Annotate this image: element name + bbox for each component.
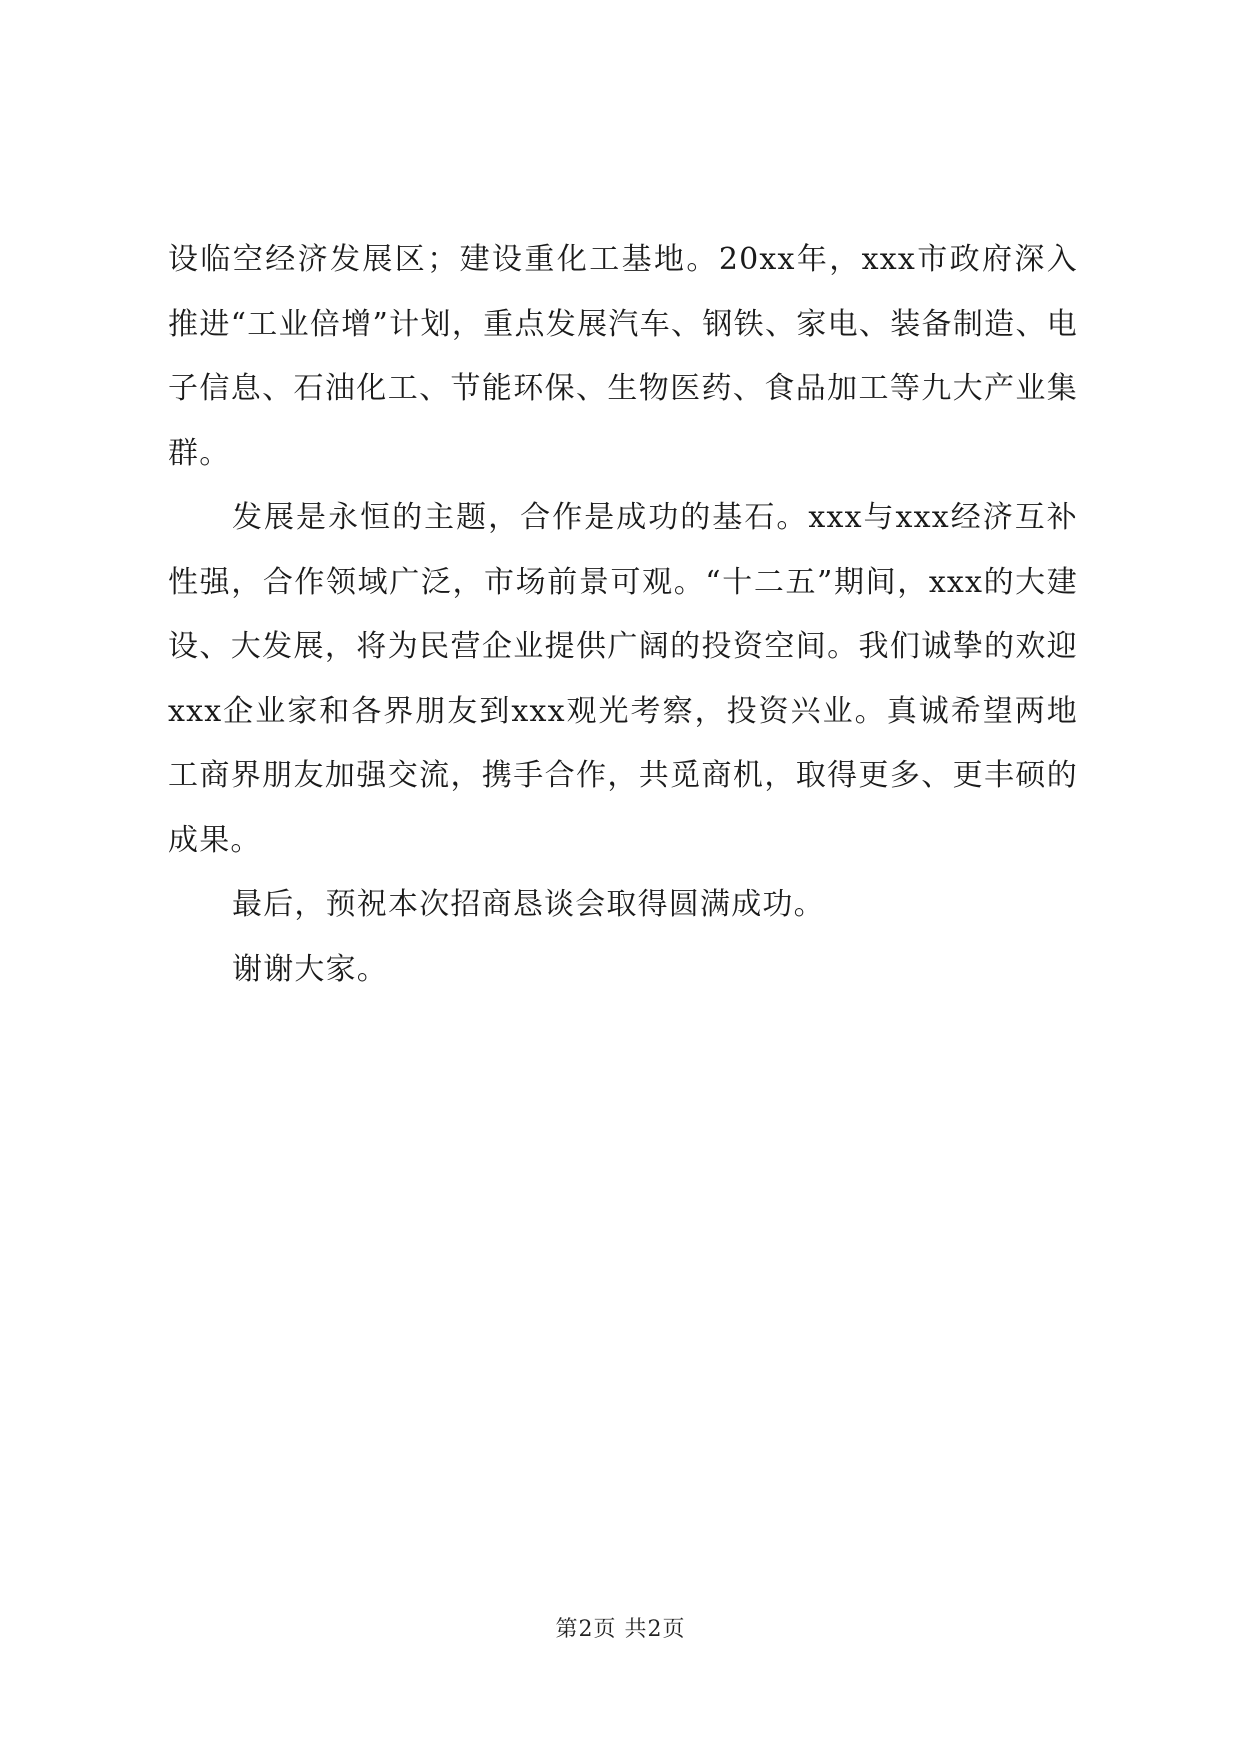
paragraph-2: 发展是永恒的主题，合作是成功的基石。xxx与xxx经济互补性强，合作领域广泛，市场前景可观。“十二五”期间，xxx的大建设、大发展，将为民营企业提供广阔的投资空间。我们诚挚的欢迎xxx企业家和各界朋友到xxx观光考察，投资兴业。真诚希望两地工商界朋友加强交流，携手合作，共觅商机，取得更多、更丰硕的成果。 — [168, 500, 1078, 858]
paragraph-4: 谢谢大家。 — [232, 951, 388, 987]
paragraph-3: 最后，预祝本次招商恳谈会取得圆满成功。 — [232, 887, 825, 922]
page-number-footer: 第2页 共2页 — [555, 1617, 686, 1642]
paragraph-1: 设临空经济发展区；建设重化工基地。20xx年，xxx市政府深入推进“工业倍增”计划，重点发展汽车、钢铁、家电、装备制造、电子信息、石油化工、节能环保、生物医药、食品加工等九大产业集群。 — [168, 242, 1078, 471]
document-body — [168, 228, 1078, 1002]
